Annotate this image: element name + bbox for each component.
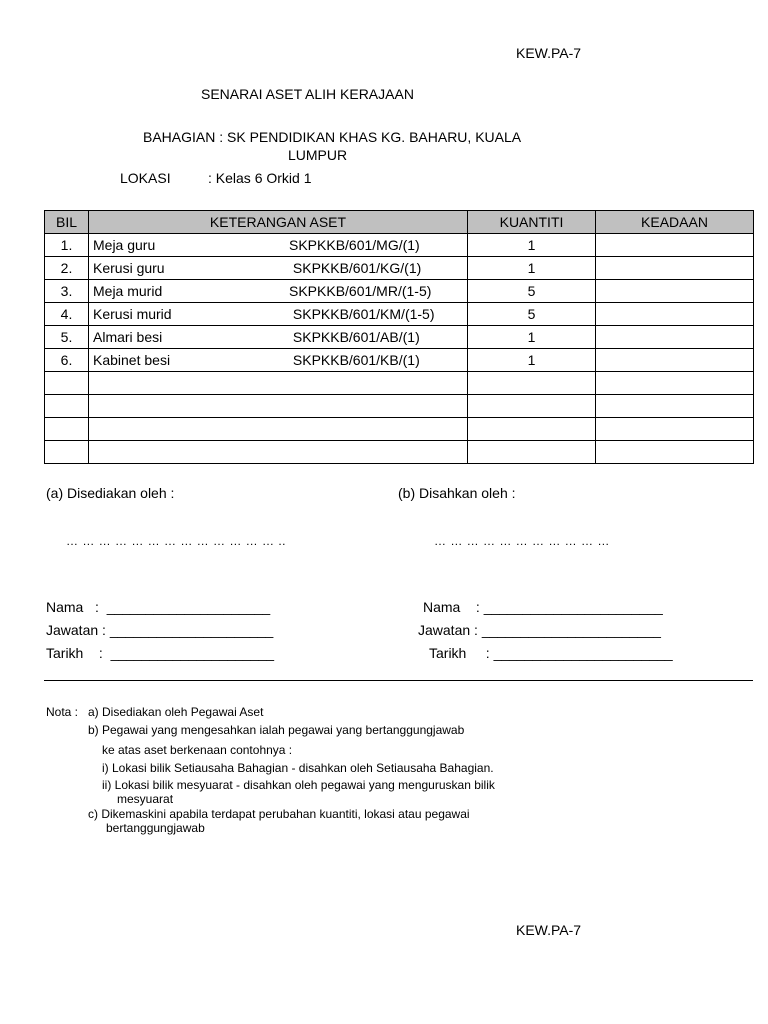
cell-bil	[45, 395, 89, 418]
nota-item-b-i: i) Lokasi bilik Setiausaha Bahagian - disahkan oleh Setiausaha Bahagian.	[102, 761, 494, 775]
table-row	[45, 349, 754, 372]
cell-keadaan	[596, 372, 754, 395]
cell-bil	[45, 372, 89, 395]
cell-bil: 3.	[45, 280, 89, 303]
header-keadaan: KEADAAN	[596, 211, 754, 234]
left-tarikh-label: Tarikh	[46, 645, 84, 661]
left-jawatan-label: Jawatan :	[46, 622, 106, 638]
asset-code: SKPKKB/601/MG/(1)	[289, 237, 420, 253]
table-row	[45, 418, 754, 441]
asset-name: Kabinet besi	[93, 352, 171, 368]
cell-keadaan	[596, 418, 754, 441]
right-jawatan-label: Jawatan :	[418, 622, 478, 638]
lokasi-value: : Kelas 6 Orkid 1	[208, 170, 312, 186]
cell-bil: 6.	[45, 349, 89, 372]
right-jawatan-blank: _______________________	[477, 622, 661, 638]
asset-name: Kerusi guru	[93, 260, 165, 276]
table-header-row	[45, 211, 754, 234]
nota-label: Nota :	[46, 705, 79, 719]
bahagian-line-2: LUMPUR	[288, 147, 348, 163]
left-jawatan-blank: _____________________	[105, 622, 274, 638]
asset-code: SKPKKB/601/KB/(1)	[289, 352, 420, 368]
left-tarikh-field	[46, 645, 274, 661]
cell-keterangan	[89, 326, 468, 349]
nota-item-b-ii: ii) Lokasi bilik mesyuarat - disahkan oleh pegawai yang menguruskan bilik	[102, 778, 495, 792]
right-nama-blank: : _______________________	[460, 599, 663, 615]
cell-keterangan	[89, 257, 468, 280]
left-nama-label: Nama	[46, 599, 84, 615]
section-divider	[44, 680, 753, 681]
cell-bil: 4.	[45, 303, 89, 326]
cell-keadaan	[596, 395, 754, 418]
cell-keadaan	[596, 349, 754, 372]
table-row	[45, 395, 754, 418]
right-nama-field	[423, 599, 663, 615]
table-row	[45, 326, 754, 349]
cell-keadaan	[596, 234, 754, 257]
cell-kuantiti: 1	[468, 349, 596, 372]
cell-kuantiti: 1	[468, 257, 596, 280]
cell-bil	[45, 418, 89, 441]
cell-keterangan	[89, 303, 468, 326]
document-title: SENARAI ASET ALIH KERAJAAN	[201, 86, 414, 102]
nota-item-b-cont: ke atas aset berkenaan contohnya :	[102, 743, 293, 757]
right-nama-label: Nama	[423, 599, 461, 615]
cell-keadaan	[596, 326, 754, 349]
header-kuantiti: KUANTITI	[468, 211, 596, 234]
right-tarikh-field	[429, 645, 673, 661]
right-tarikh-label: Tarikh	[429, 645, 467, 661]
asset-name: Kerusi murid	[93, 306, 172, 322]
asset-code: SKPKKB/601/AB/(1)	[289, 329, 420, 345]
asset-table	[44, 210, 754, 464]
cell-keterangan	[89, 234, 468, 257]
table-row	[45, 280, 754, 303]
nota-item-b-ii-cont: mesyuarat	[117, 792, 174, 806]
nota-item-a: a) Disediakan oleh Pegawai Aset	[88, 705, 264, 719]
prepared-by-label: (a) Disediakan oleh :	[46, 485, 175, 501]
right-tarikh-blank: : _______________________	[466, 645, 673, 661]
header-bil: BIL	[45, 211, 89, 234]
nota-item-c-cont: bertanggungjawab	[106, 821, 205, 835]
cell-kuantiti	[468, 418, 596, 441]
approved-by-label: (b) Disahkan oleh :	[398, 485, 516, 501]
cell-keterangan	[89, 280, 468, 303]
cell-bil: 2.	[45, 257, 89, 280]
table-row	[45, 257, 754, 280]
left-nama-blank: : _____________________	[83, 599, 271, 615]
asset-code: SKPKKB/601/MR/(1-5)	[289, 283, 432, 299]
form-code-top: KEW.PA-7	[516, 45, 582, 61]
cell-keterangan	[89, 372, 468, 395]
cell-kuantiti: 1	[468, 326, 596, 349]
signature-line-right: … … … … … … … … … … …	[434, 534, 610, 548]
cell-kuantiti	[468, 372, 596, 395]
cell-bil	[45, 441, 89, 464]
asset-name: Meja guru	[93, 237, 156, 253]
left-nama-field	[46, 599, 270, 615]
cell-kuantiti	[468, 441, 596, 464]
cell-keterangan	[89, 349, 468, 372]
nota-item-b: b) Pegawai yang mengesahkan ialah pegawai yang bertanggungjawab	[88, 723, 465, 737]
cell-keterangan	[89, 395, 468, 418]
cell-bil: 5.	[45, 326, 89, 349]
left-jawatan-field	[46, 622, 273, 638]
cell-keadaan	[596, 303, 754, 326]
cell-keadaan	[596, 441, 754, 464]
nota-item-c: c) Dikemaskini apabila terdapat perubahan kuantiti, lokasi atau pegawai	[88, 807, 470, 821]
cell-bil: 1.	[45, 234, 89, 257]
lokasi-label: LOKASI	[120, 170, 171, 186]
asset-rows	[45, 234, 754, 464]
right-jawatan-field	[418, 622, 661, 638]
cell-keterangan	[89, 418, 468, 441]
cell-kuantiti: 1	[468, 234, 596, 257]
bahagian-line-1: BAHAGIAN : SK PENDIDIKAN KHAS KG. BAHARU, KUALA	[143, 129, 522, 145]
asset-code: SKPKKB/601/KM/(1-5)	[289, 306, 435, 322]
cell-keadaan	[596, 257, 754, 280]
table-row	[45, 234, 754, 257]
left-tarikh-blank: : _____________________	[83, 645, 275, 661]
asset-code: SKPKKB/601/KG/(1)	[289, 260, 422, 276]
signature-line-left: … … … … … … … … … … … … … ..	[66, 534, 287, 548]
asset-name: Almari besi	[93, 329, 163, 345]
table-row	[45, 441, 754, 464]
table-row	[45, 372, 754, 395]
header-keterangan: KETERANGAN ASET	[89, 211, 468, 234]
cell-keadaan	[596, 280, 754, 303]
asset-name: Meja murid	[93, 283, 163, 299]
cell-keterangan	[89, 441, 468, 464]
cell-kuantiti: 5	[468, 303, 596, 326]
cell-kuantiti	[468, 395, 596, 418]
form-code-bottom: KEW.PA-7	[516, 922, 582, 938]
cell-kuantiti: 5	[468, 280, 596, 303]
table-row	[45, 303, 754, 326]
